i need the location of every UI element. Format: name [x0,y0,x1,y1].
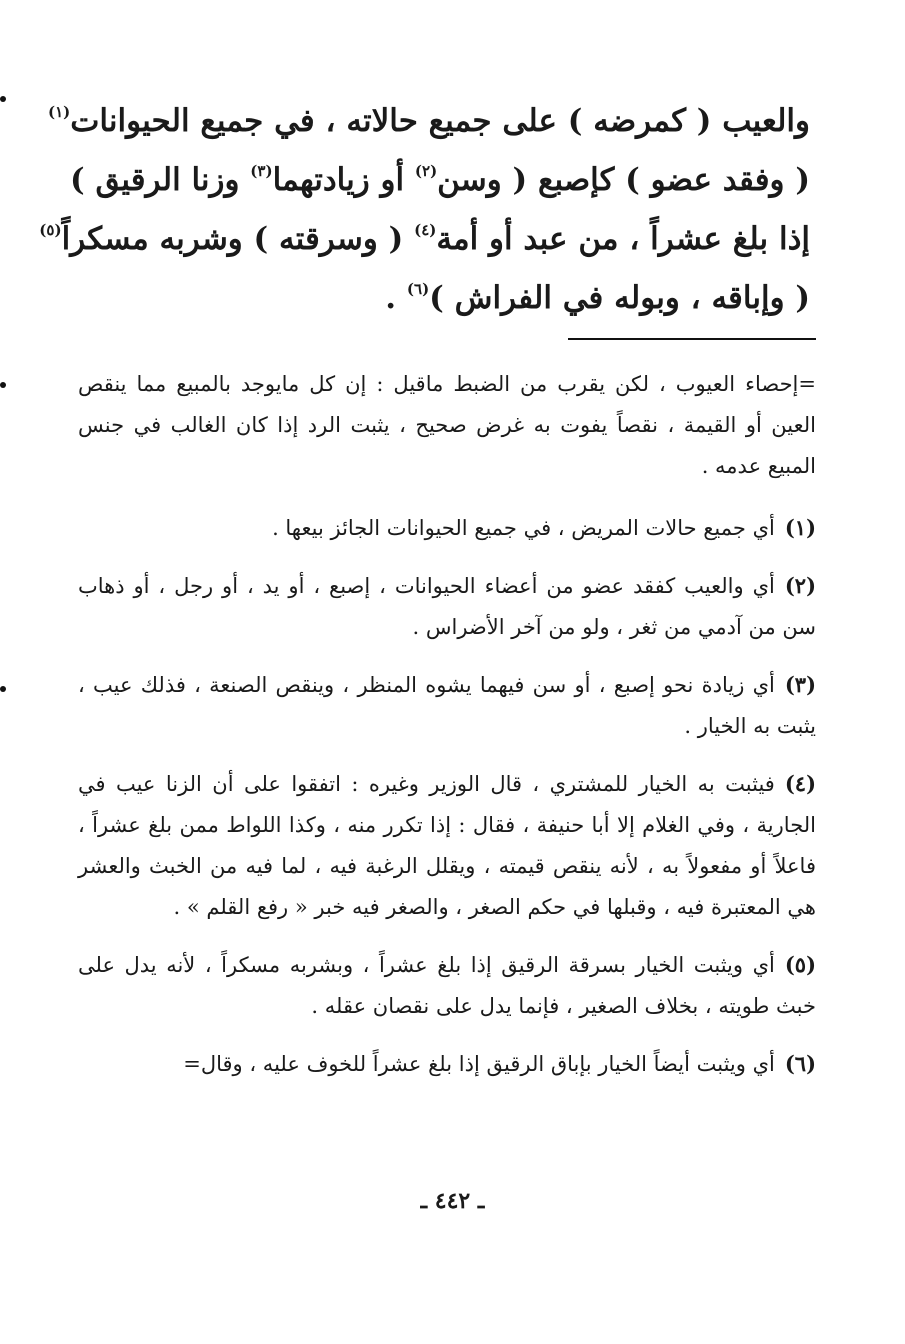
footnote-number: (٢) [784,573,816,598]
main-text [39,92,810,328]
footnote-number: (٥) [784,952,816,977]
footnote-ref-1: (١) [47,103,71,121]
footnote-5 [78,944,816,1027]
footnote-3 [78,664,816,747]
footnote-text: أي زيادة نحو إصبع ، أو سن فيهما يشوه المنظر ، وينقص الصنعة ، فذلك عيب ، يثبت به الخيار . [78,673,816,738]
footnote-1 [78,507,816,549]
footnote-text: فيثبت به الخيار للمشتري ، قال الوزير وغيره : اتفقوا على أن الزنا عيب في الجارية ، وفي الغلام إلا أبا حنيفة ، فقال : إذا تكرر منه ، وكذا اللواط ممن بلغ عشراً ، فاعلاً أو مفعولاً به ، لأنه ينقص قيمته ، ويقلل الرغبة فيه ، لما فيه من الخبث والعشر هي المعتبرة فيه ، وقبلها في حكم الصغر ، والصغر فيه خبر « رفع القلم » . [78,772,816,919]
footnotes [78,364,816,1101]
main-text-line-4: ( وإباقه ، وبوله في الفراش )$^{(٦)}$ . [385,280,810,316]
footnote-ref-2: (٢) [414,162,438,180]
main-text-line-2: ( وفقد عضو ) كإصبع ( وسن$^{(٢)}$ أو زيادتهما$^{(٣)}$ وزنا الرقيق ) [70,162,810,198]
margin-mark [0,96,6,102]
margin-mark [0,686,6,692]
main-text-line-3: إذا بلغ عشراً ، من عبد أو أمة$^{(٤)}$ ( وسرقته ) وشربه مسكراً$^{(٥)}$ [39,221,810,257]
footnote-text: أي جميع حالات المريض ، في جميع الحيوانات الجائز بيعها . [272,516,775,540]
footnote-text: أي ويثبت الخيار بسرقة الرقيق إذا بلغ عشراً ، وبشربه مسكراً ، لأنه يدل على خبث طويته ، بخلاف الصغير ، فإنما يدل على نقصان عقله . [78,953,816,1018]
footnote-ref-5: (٥) [39,221,62,239]
footnote-number: (٤) [784,771,816,796]
footnote-number: (١) [784,515,816,540]
footnote-2 [78,565,816,648]
footnote-number: (٣) [784,672,816,697]
page-number: ـ ٤٤٢ ـ [420,1188,485,1214]
footnote-ref-4: (٤) [414,221,437,239]
footnote-separator [568,338,816,340]
main-text-line-1: والعيب ( كمرضه ) على جميع حالاته ، في جميع الحيوانات$^{(١)}$ [47,103,810,139]
margin-mark [0,382,6,388]
footnote-text: أي والعيب كفقد عضو من أعضاء الحيوانات ، إصبع ، أو يد ، أو رجل ، أو ذهاب سن من آدمي من ثغر ، ولو من آخر الأضراس . [78,574,816,639]
footnote-text: أي ويثبت أيضاً الخيار بإباق الرقيق إذا بلغ عشراً للخوف عليه ، وقال= [183,1052,775,1076]
footnote-6 [78,1043,816,1085]
footnote-4 [78,763,816,928]
footnote-continued: =إحصاء العيوب ، لكن يقرب من الضبط ماقيل : إن كل مايوجد بالمبيع مما ينقص العين أو القيمة ، نقصاً يفوت به غرض صحيح ، يثبت الرد إذا كان الغالب في جنس المبيع عدمه . [78,372,816,478]
footnote-ref-6: (٦) [406,280,430,298]
footnote-number: (٦) [784,1051,816,1076]
footnote-ref-3: (٣) [250,162,273,180]
